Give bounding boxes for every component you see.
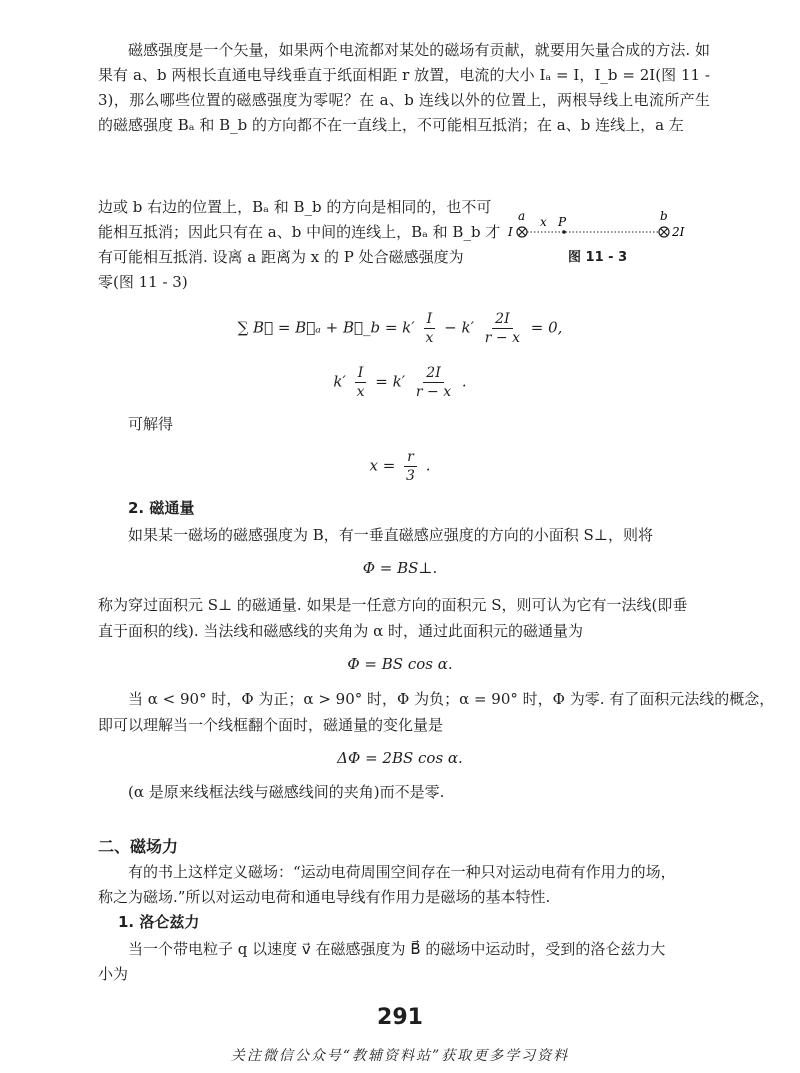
equation-flux-change: ΔΦ = 2BS cos α. [337,749,463,767]
eq-term: . [425,456,431,475]
paragraph-line: 边或 b 右边的位置上，Bₐ 和 B_b 的方向是相同的，也不可 [98,198,492,216]
frac-den: r − x [484,330,520,346]
heading-magnetic-flux: 2. 磁通量 [128,499,195,517]
figure-caption: 图 11 - 3 [568,250,628,265]
eq-term: = k′ [375,372,406,391]
equation-flux-cos: Φ = BS cos α. [347,655,453,673]
equation-solution [300,448,500,485]
figure-label-a: a [518,209,526,223]
page-number: 291 [377,1005,423,1030]
paragraph-line: 有可能相互抵消. 设离 a 距离为 x 的 P 处合磁感强度为 [98,248,464,266]
frac-num: r [404,448,417,467]
frac-den: r − x [415,384,452,400]
figure-label-b: b [660,209,668,223]
footer-watermark: 关注微信公众号“教辅资料站”获取更多学习资料 [230,1048,570,1064]
frac-num: 2I [423,364,443,383]
frac-den: x [356,384,365,400]
figure-label-x: x [540,215,547,229]
equation-sum-b [200,310,600,347]
heading-magnetic-force: 二、磁场力 [98,837,179,856]
figure-label-P: P [558,215,567,229]
paragraph-line: 小为 [98,965,129,983]
paragraph-vector-superposition: 磁感强度是一个矢量，如果两个电流都对某处的磁场有贡献，就要用矢量合成的方法. 如果有 a、b 两根长直通电导线垂直于纸面相距 r 放置，电流的大小 Iₐ = I，I_b = 2I(图 11 - 3)，那么哪些位置的磁感强度为零呢？在 a、b 连线以外的位置上，两根导线上电流所产生的磁感强度 Bₐ 和 B_b 的方向都不在一直线上，不可能相互抵消；在 a、b 连线上，a 左 [98,41,710,134]
paragraph-line: 零(图 11 - 3) [98,273,188,291]
paragraph-line: 即可以理解当一个线框翻个面时，磁通量的变化量是 [98,716,444,734]
figure-label-2I: 2I [672,225,685,239]
eq-term: − k′ [444,318,474,337]
figure-label-I: I [508,225,513,239]
frac-den: 3 [406,468,415,484]
frac-num: I [424,310,436,329]
paragraph-line: 直于面积的线). 当法线和磁感线的夹角为 α 时，通过此面积元的磁通量为 [98,622,584,640]
equation-balance [250,364,550,401]
paragraph-line: 当 α < 90° 时，Φ 为正；α > 90° 时，Φ 为负；α = 90° 时，Φ 为零. 有了面积元法线的概念， [128,690,775,708]
eq-term: = 0, [530,318,563,337]
paragraph-line: 能相互抵消；因此只有在 a、b 中间的连线上，Bₐ 和 B_b 才 [98,223,501,241]
eq-term: x = [369,456,396,475]
heading-lorentz-force: 1. 洛仑兹力 [118,913,200,931]
equation-flux-perpendicular: Φ = BS⊥. [362,559,438,577]
paragraph-line: 当一个带电粒子 q 以速度 v⃗ 在磁感强度为 B⃗ 的磁场中运动时，受到的洛仑兹力大 [128,940,666,958]
note-text: (α 是原来线框法线与磁感线间的夹角)而不是零. [128,783,445,801]
frac-num: I [355,364,367,383]
paragraph-line: 称为穿过面积元 S⊥ 的磁通量. 如果是一任意方向的面积元 S，则可认为它有一法线(即垂 [98,596,688,614]
solve-text: 可解得 [128,415,174,433]
frac-den: x [425,330,434,346]
eq-term: . [461,372,467,391]
paragraph-line: 有的书上这样定义磁场：“运动电荷周围空间存在一种只对运动电荷有作用力的场， [128,863,676,881]
paragraph-line: 称之为磁场.”所以对运动电荷和通电导线有作用力是磁场的基本特性. [98,888,551,906]
frac-num: 2I [492,310,512,329]
flux-intro: 如果某一磁场的磁感强度为 B，有一垂直磁感应强度的方向的小面积 S⊥，则将 [128,526,653,544]
eq-term: k′ [333,372,346,391]
eq-term: ∑ B⃗ = B⃗ₐ + B⃗_b = k′ [237,318,415,337]
point-p-icon [562,230,566,234]
